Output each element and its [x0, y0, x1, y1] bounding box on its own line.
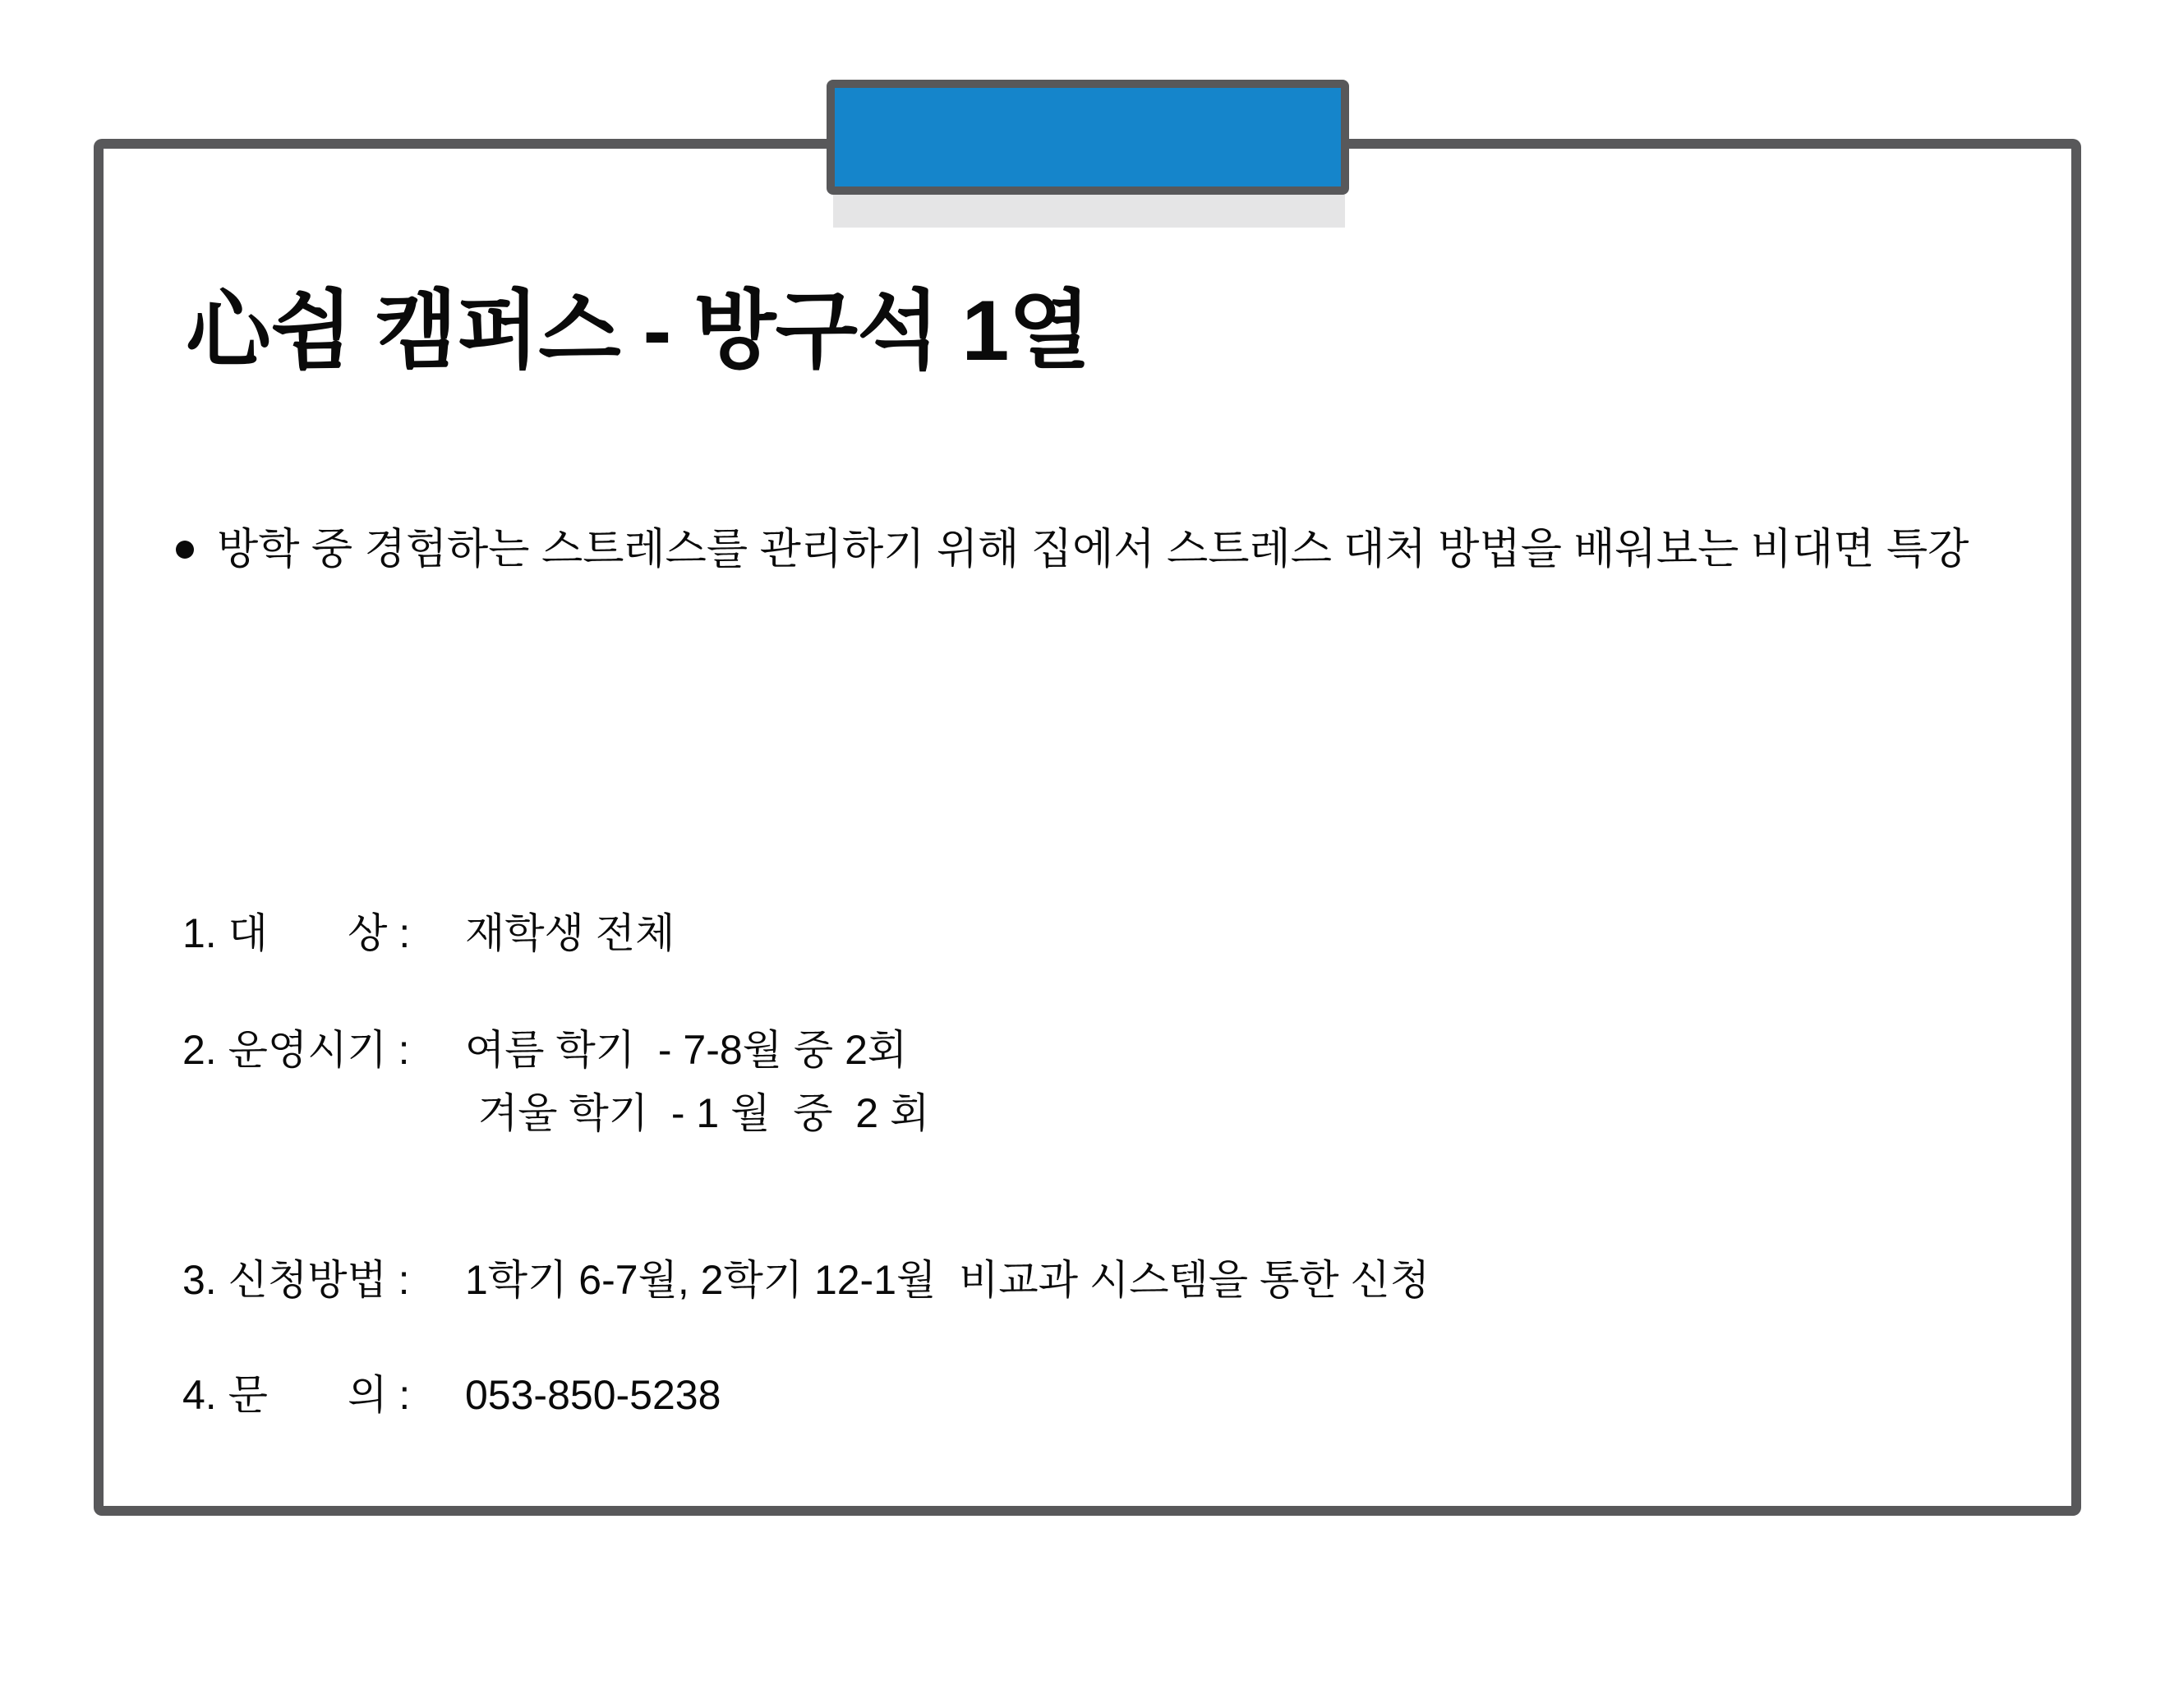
- header-tab: [827, 80, 1349, 195]
- description-text: 방학 중 경험하는 스트레스를 관리하기 위해 집에서 스트레스 대처 방법을 배워보는 비대면 특강: [217, 526, 1969, 573]
- page-title: 心쉼 캠퍼스 - 방구석 1열: [186, 283, 1090, 379]
- item-label: 3. 신청방법 :: [182, 1257, 410, 1303]
- bullet-icon: [176, 541, 194, 559]
- info-item-schedule: [182, 1025, 2031, 1157]
- item-label: 2. 운영시기 :: [182, 1027, 410, 1073]
- item-value-summer: 여름 학기 - 7-8월 중 2회: [465, 1027, 908, 1073]
- item-label: 1. 대 상 :: [182, 910, 411, 956]
- item-value-winter: 겨울 학기 - 1 월 중 2 회: [478, 1090, 930, 1136]
- info-item-contact: [182, 1370, 2031, 1502]
- info-item-target: [182, 909, 2031, 1040]
- info-item-application: [182, 1255, 2031, 1387]
- item-value: 재학생 전체: [465, 910, 675, 956]
- item-label: 4. 문 의 :: [182, 1372, 411, 1418]
- item-value-phone: 053-850-5238: [465, 1372, 721, 1418]
- description-bullet-row: [176, 524, 1969, 575]
- item-value: 1학기 6-7월, 2학기 12-1월 비교과 시스템을 통한 신청: [465, 1257, 1430, 1303]
- header-tab-shadow: [833, 195, 1345, 228]
